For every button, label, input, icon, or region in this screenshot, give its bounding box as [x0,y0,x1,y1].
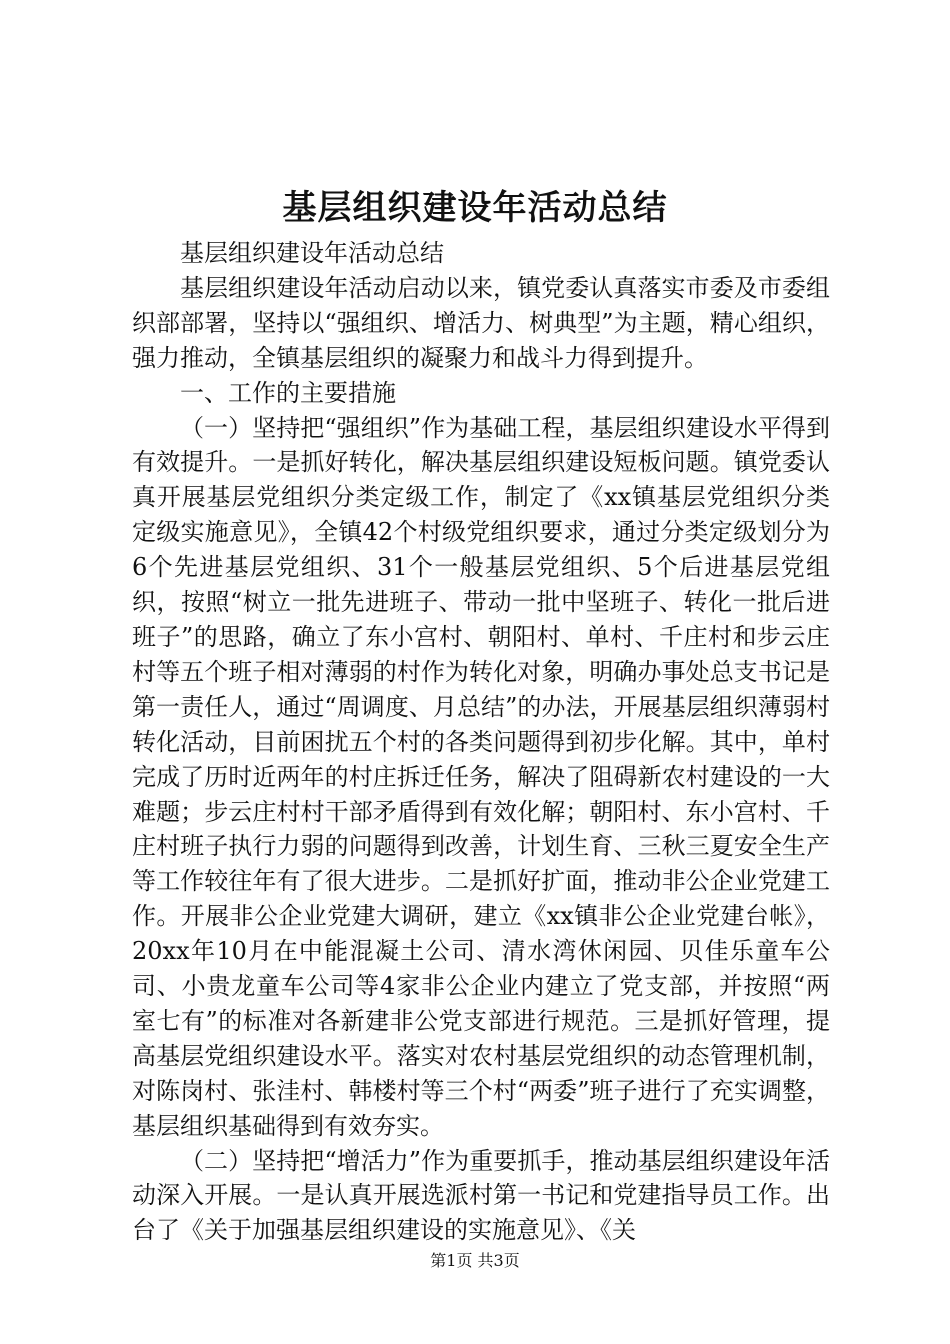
paragraph-intro: 基层组织建设年活动启动以来，镇党委认真落实市委及市委组织部部署，坚持以“强组织、增活力、树典型”为主题，精心组织，强力推动，全镇基层组织的凝聚力和战斗力得到提升。 [132,273,830,372]
document-title: 基层组织建设年活动总结 [282,188,668,228]
page-footer: 第1页 共3页 [430,1251,520,1270]
paragraph-section-one: （一）坚持把“强组织”作为基础工程，基层组织建设水平得到有效提升。一是抓好转化，解决基层组织建设短板问题。镇党委认真开展基层党组织分类定级工作，制定了《xx镇基层党组织分类定级实施意见》，全镇42个村级党组织要求，通过分类定级划分为6个先进基层党组织、31个一般基层党组织、5个后进基层党组织，按照“树立一批先进班子、带动一批中坚班子、转化一批后进班子”的思路，确立了东小宫村、朝阳村、单村、千庄村和步云庄村等五个班子相对薄弱的村作为转化对象，明确办事处总支书记是第一责任人，通过“周调度、月总结”的办法，开展基层组织薄弱村转化活动，目前困扰五个村的各类问题得到初步化解。其中，单村完成了历时近两年的村庄拆迁任务，解决了阻碍新农村建设的一大难题；步云庄村村干部矛盾得到有效化解；朝阳村、东小宫村、千庄村班子执行力弱的问题得到改善，计划生育、三秋三夏安全生产等工作较往年有了很大进步。二是抓好扩面，推动非公企业党建工作。开展非公企业党建大调研，建立《xx镇非公企业党建台帐》，20xx年10月在中能混凝土公司、清水湾休闲园、贝佳乐童车公司、小贵龙童车公司等4家非公企业内建立了党支部，并按照“两室七有”的标准对各新建非公党支部进行规范。三是抓好管理，提高基层党组织建设水平。落实对农村基层党组织的动态管理机制，对陈岗村、张洼村、韩楼村等三个村“两委”班子进行了充实调整，基层组织基础得到有效夯实。 [132,413,830,1140]
paragraph-section-two: （二）坚持把“增活力”作为重要抓手，推动基层组织建设年活动深入开展。一是认真开展选派村第一书记和党建指导员工作。出台了《关于加强基层组织建设的实施意见》、《关 [132,1146,830,1245]
section-heading: 一、工作的主要措施 [180,378,396,407]
document-body [132,236,830,1248]
paragraph-subtitle: 基层组织建设年活动总结 [180,239,444,267]
